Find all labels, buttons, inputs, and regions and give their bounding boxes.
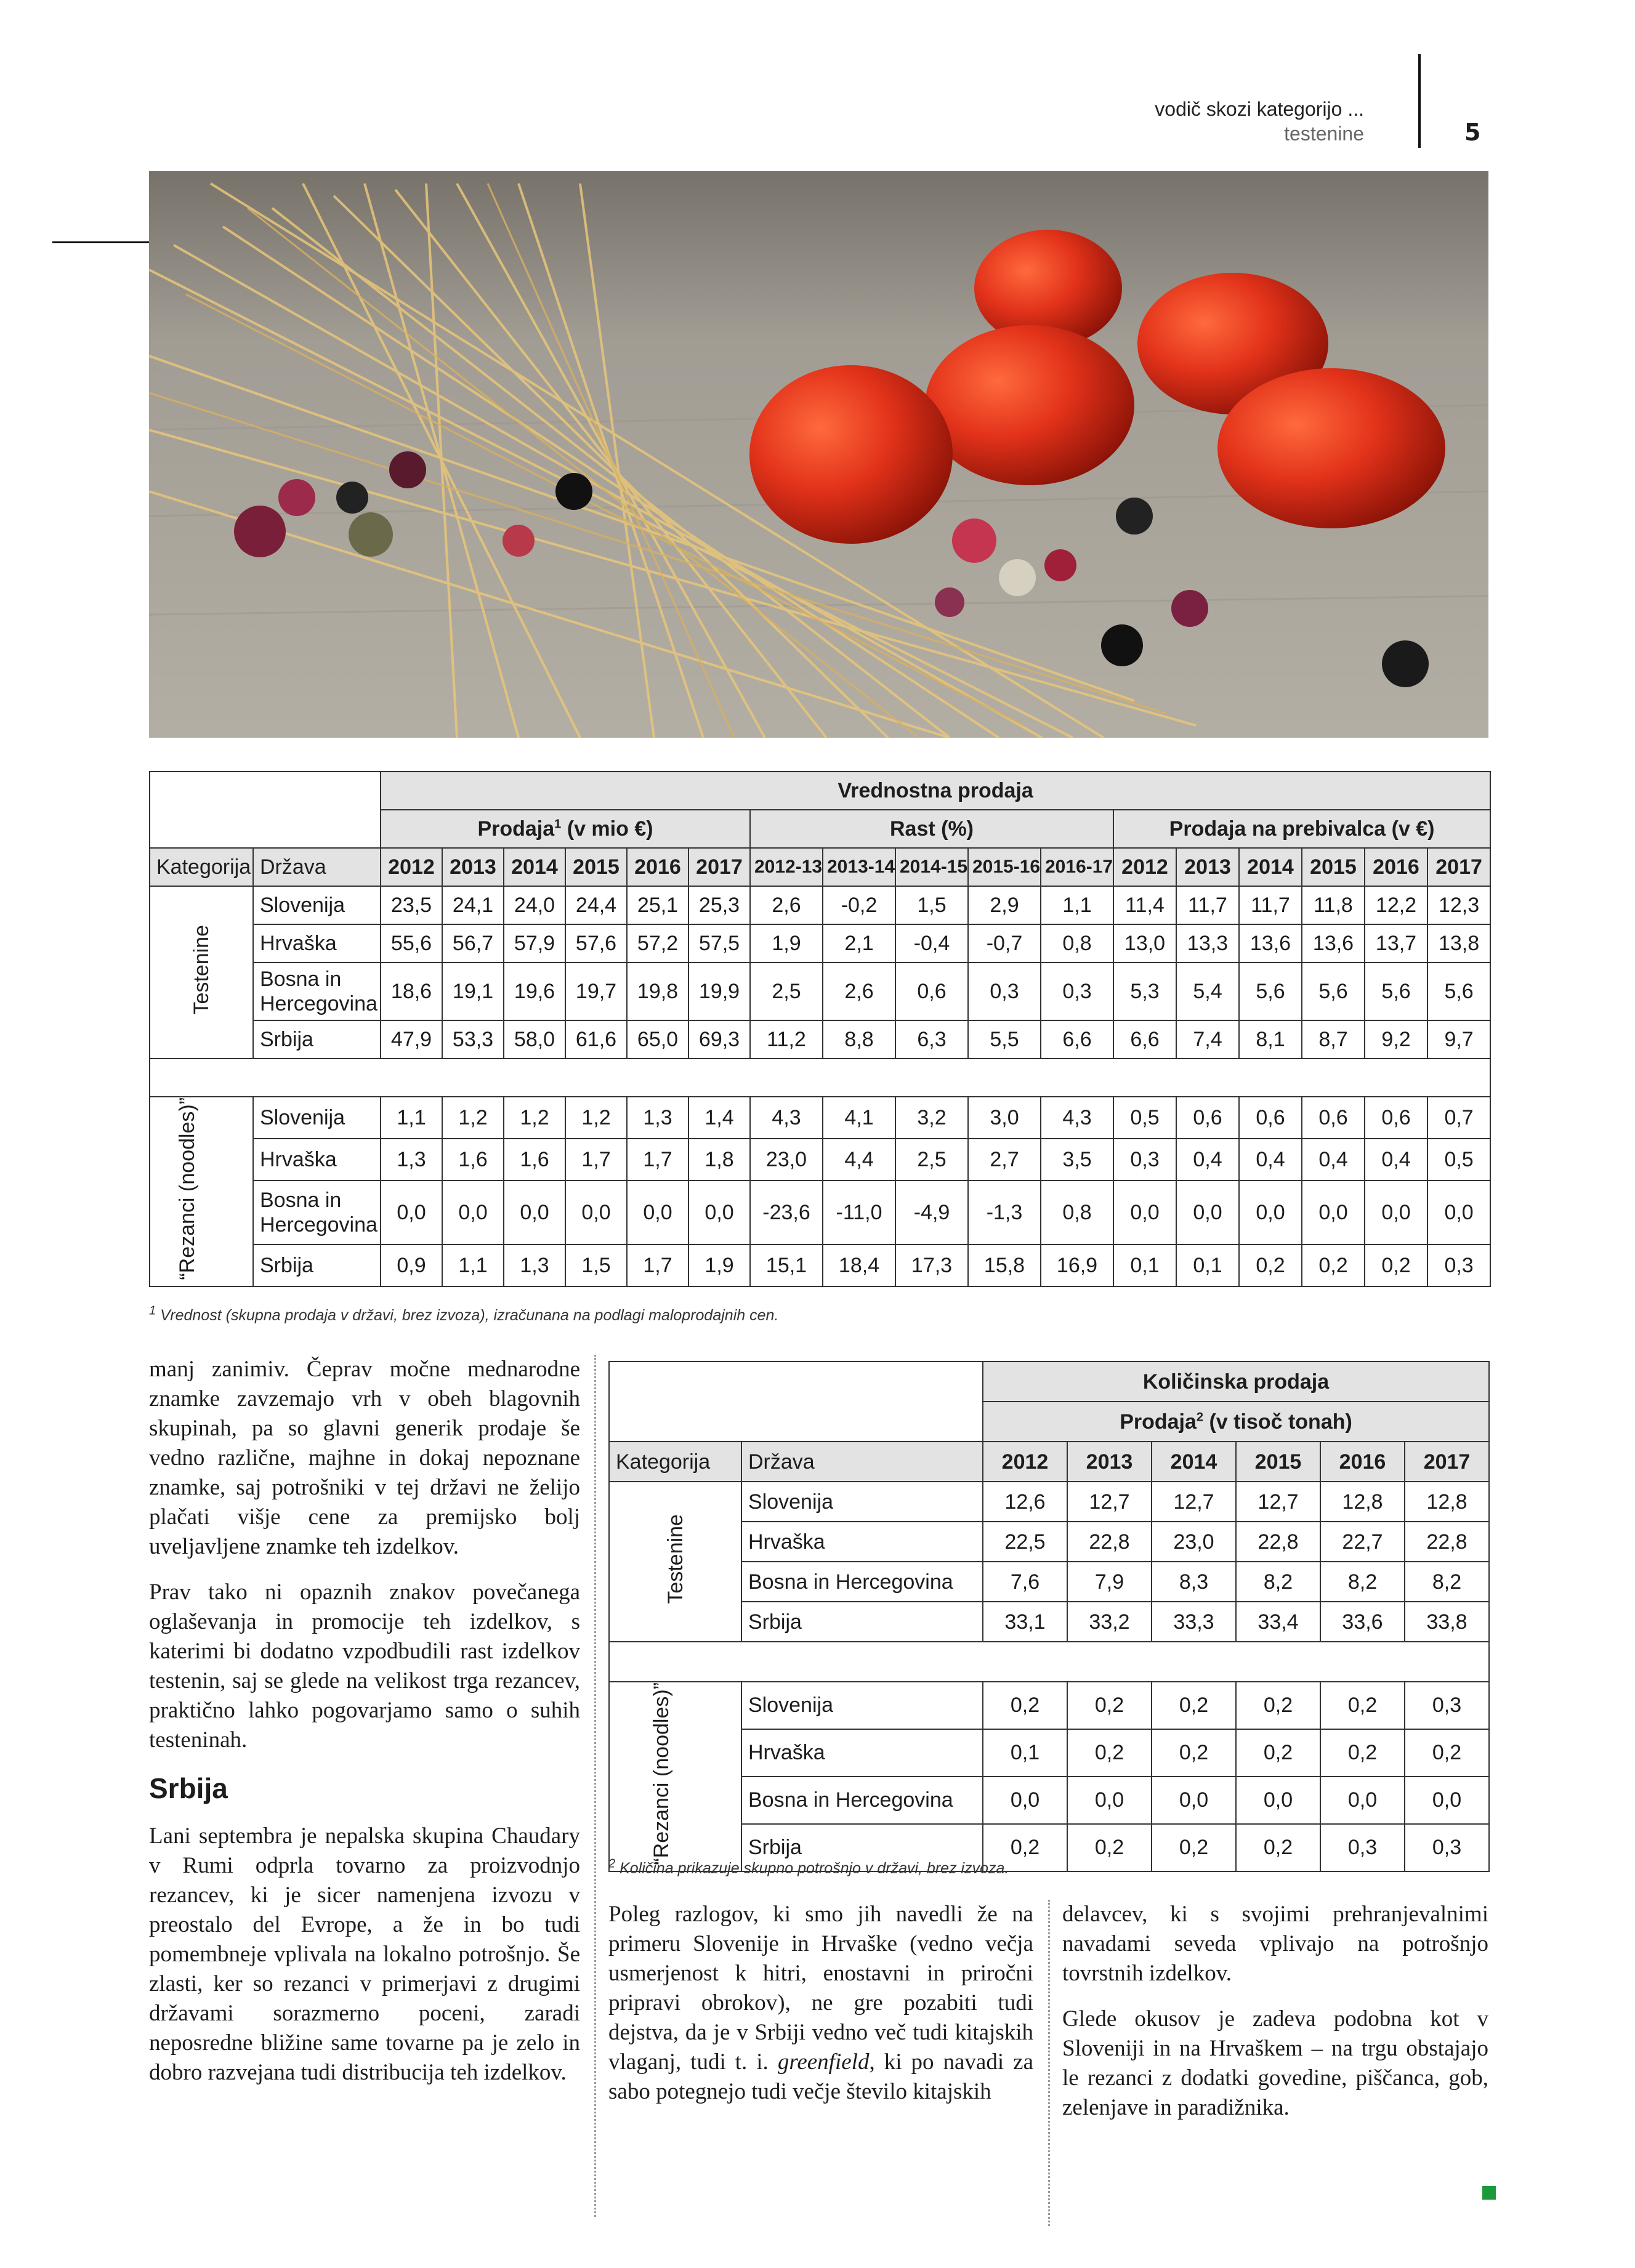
value-cell: 0,4 [1302,1139,1365,1180]
value-cell: 12,2 [1365,886,1427,924]
value-cell: 0,2 [983,1824,1067,1871]
table1-corner [150,772,381,848]
value-sales-table [149,771,1491,1287]
value-cell: 9,2 [1365,1020,1427,1059]
table1-year: 2014 [504,848,565,886]
value-cell: 0,0 [1365,1180,1427,1244]
value-cell: 5,4 [1176,962,1239,1020]
value-cell: 8,1 [1239,1020,1302,1059]
value-cell: 57,6 [565,924,627,962]
value-cell: 58,0 [504,1020,565,1059]
value-cell: -11,0 [823,1180,895,1244]
value-cell: 0,1 [1113,1245,1176,1286]
category-cell [609,1482,741,1642]
table-row [150,886,1490,924]
value-cell: 1,7 [565,1139,627,1180]
value-cell: 0,6 [1239,1097,1302,1139]
country-cell: Srbija [253,1245,381,1286]
value-cell: 0,0 [1320,1777,1405,1824]
table1-footnote-sup: 1 [149,1304,156,1318]
value-cell: 33,1 [983,1602,1067,1642]
country-cell: Hrvaška [253,1139,381,1180]
running-header-title: vodič skozi kategorijo ... [1155,98,1364,120]
value-cell: 0,2 [1236,1682,1320,1729]
value-cell: 19,6 [504,962,565,1020]
paragraph-text: Poleg razlogov, ki smo jih navedli že na primeru Slovenije in Hrvaške (vedno večja usmerjenost k hitri, enostavni in priročni pripravi obrokov), ne gre pozabiti tudi dejstva, da je v Srbiji vedno več tudi kitajskih vlaganj, tudi t. i. [608,1902,1033,2075]
value-cell: -0,4 [895,924,968,962]
value-cell: 33,2 [1067,1602,1152,1642]
value-cell: 0,0 [565,1180,627,1244]
value-cell: 2,1 [823,924,895,962]
value-cell: 1,7 [627,1245,688,1286]
value-cell: 0,0 [504,1180,565,1244]
value-cell: 0,0 [1176,1180,1239,1244]
value-cell: -1,3 [968,1180,1041,1244]
table-row [150,1245,1490,1286]
value-cell: 22,8 [1236,1522,1320,1562]
table2-year: 2016 [1320,1442,1405,1482]
value-cell: 22,8 [1405,1522,1489,1562]
table1-col-country: Država [253,848,381,886]
table-row [150,1180,1490,1244]
table2-col-category: Kategorija [609,1442,741,1482]
value-cell: 33,4 [1236,1602,1320,1642]
country-cell: Bosna in Hercegovina [741,1562,983,1602]
value-cell: 0,0 [1152,1777,1236,1824]
value-cell: 0,7 [1427,1097,1490,1139]
table-row [150,1020,1490,1059]
article-end-mark [1474,2186,1496,2200]
value-cell: 33,8 [1405,1602,1489,1642]
table2-year: 2013 [1067,1442,1152,1482]
table2-spacer [609,1642,1489,1682]
value-cell: 0,5 [1113,1097,1176,1139]
table2-footnote-sup: 2 [608,1857,616,1871]
value-cell: 23,5 [381,886,442,924]
table2-col-country: Država [741,1442,983,1482]
value-cell: 13,3 [1176,924,1239,962]
value-cell: 1,7 [627,1139,688,1180]
hero-photo-pasta-tomatoes [149,171,1488,738]
value-cell: 11,7 [1239,886,1302,924]
value-cell: 5,6 [1427,962,1490,1020]
value-cell: 57,5 [688,924,750,962]
value-cell: 0,9 [381,1245,442,1286]
value-cell: 18,6 [381,962,442,1020]
value-cell: 0,0 [983,1777,1067,1824]
table2-year: 2014 [1152,1442,1236,1482]
table2-year: 2015 [1236,1442,1320,1482]
value-cell: 1,8 [688,1139,750,1180]
value-cell: 1,9 [750,924,823,962]
value-cell: 19,8 [627,962,688,1020]
value-cell: 0,0 [1113,1180,1176,1244]
value-cell: 22,8 [1067,1522,1152,1562]
value-cell: 33,6 [1320,1602,1405,1642]
value-cell: 47,9 [381,1020,442,1059]
value-cell: 0,0 [627,1180,688,1244]
country-cell: Slovenija [741,1682,983,1729]
paragraph-emphasis: greenfield [777,2049,870,2075]
table-row [609,1482,1489,1522]
table2-sales-unit: (v tisoč tonah) [1203,1410,1352,1434]
table1-period: 2012-13 [750,848,823,886]
value-cell: 0,2 [1236,1824,1320,1871]
value-cell: 13,7 [1365,924,1427,962]
value-cell: -0,7 [968,924,1041,962]
value-cell: 0,2 [1239,1245,1302,1286]
value-cell: 1,3 [627,1097,688,1139]
value-cell: 0,1 [1176,1245,1239,1286]
value-cell: 0,3 [1041,962,1113,1020]
value-cell: 13,6 [1302,924,1365,962]
value-cell: 11,4 [1113,886,1176,924]
end-square-icon [1482,2186,1496,2200]
paragraph: Lani septembra je nepalska skupina Chaudary v Rumi odprla tovarno za proizvodnjo rezancev, ki je sicer namenjena izvozu v preostalo del Evrope, a že in bo tudi pomembneje vplivala na lokalno potrošnjo. Še zlasti, ker so rezanci v primerjavi z drugimi državami sorazmerno poceni, zaradi neposredne bližine same tovarne pa je zelo in dobro razvejana tudi distribucija teh izdelkov. [149,1823,580,2085]
table1-growth-header: Rast (%) [750,810,1113,848]
category-label: Testenine [663,1514,687,1604]
value-cell: 1,5 [895,886,968,924]
value-cell: 0,0 [1427,1180,1490,1244]
category-label: “Rezanci (noodles)” [649,1682,673,1865]
table1-year: 2017 [1427,848,1490,886]
country-cell: Srbija [741,1824,983,1871]
table1-percap-header: Prodaja na prebivalca (v €) [1113,810,1490,848]
table1-year: 2013 [442,848,504,886]
category-label: “Rezanci (noodles)” [176,1097,199,1280]
value-cell: 1,2 [442,1097,504,1139]
value-cell: 0,2 [1152,1729,1236,1777]
value-cell: 2,5 [895,1139,968,1180]
table1-footnote [149,1306,778,1325]
table-row [609,1682,1489,1729]
value-cell: 0,8 [1041,924,1113,962]
value-cell: 0,0 [1302,1180,1365,1244]
value-cell: 9,7 [1427,1020,1490,1059]
value-cell: 3,2 [895,1097,968,1139]
value-cell: 25,3 [688,886,750,924]
value-cell: 11,2 [750,1020,823,1059]
table2-year: 2012 [983,1442,1067,1482]
table-row [150,924,1490,962]
value-cell: 1,9 [688,1245,750,1286]
value-cell: 0,5 [1427,1139,1490,1180]
value-cell: 1,1 [1041,886,1113,924]
table1-sales-sup: 1 [554,817,562,831]
value-cell: 55,6 [381,924,442,962]
value-cell: 1,4 [688,1097,750,1139]
value-cell: -4,9 [895,1180,968,1244]
value-cell: 57,2 [627,924,688,962]
country-cell: Hrvaška [253,924,381,962]
value-cell: 0,2 [1302,1245,1365,1286]
value-cell: 1,2 [504,1097,565,1139]
value-cell: 15,8 [968,1245,1041,1286]
value-cell: 0,0 [688,1180,750,1244]
table1-year: 2013 [1176,848,1239,886]
hero-photo-illustration [149,171,1488,738]
value-cell: 24,4 [565,886,627,924]
running-header [933,97,1364,146]
value-cell: 0,2 [1320,1682,1405,1729]
value-cell: 0,6 [895,962,968,1020]
value-cell: 1,5 [565,1245,627,1286]
value-cell: 6,3 [895,1020,968,1059]
value-cell: 23,0 [750,1139,823,1180]
value-cell: 0,6 [1302,1097,1365,1139]
value-cell: -23,6 [750,1180,823,1244]
table1-period: 2016-17 [1041,848,1113,886]
volume-sales-table [608,1361,1490,1872]
value-cell: 3,5 [1041,1139,1113,1180]
table2-footnote [608,1858,1009,1878]
value-cell: 0,2 [1365,1245,1427,1286]
table1-period: 2014-15 [895,848,968,886]
paragraph [608,1900,1033,2107]
value-cell: 22,7 [1320,1522,1405,1562]
value-cell: 5,6 [1239,962,1302,1020]
value-cell: 8,2 [1320,1562,1405,1602]
value-cell: 1,3 [504,1245,565,1286]
value-cell: 12,7 [1236,1482,1320,1522]
header-divider [1418,54,1421,148]
value-cell: 0,4 [1239,1139,1302,1180]
table-row [150,1139,1490,1180]
value-cell: 57,9 [504,924,565,962]
country-cell: Slovenija [253,1097,381,1139]
value-cell: 61,6 [565,1020,627,1059]
table1-year: 2012 [381,848,442,886]
table1-col-category: Kategorija [150,848,253,886]
paragraph: delavcev, ki s svojimi prehranjevalnimi navadami seveda vplivajo na potrošnjo tovrstnih izdelkov. [1062,1902,1488,1986]
country-cell: Bosna in Hercegovina [253,1180,381,1244]
value-cell: 1,3 [381,1139,442,1180]
value-cell: 6,6 [1113,1020,1176,1059]
table-row [609,1729,1489,1777]
value-cell: 8,7 [1302,1020,1365,1059]
value-cell: 0,2 [1405,1729,1489,1777]
value-cell: 0,0 [442,1180,504,1244]
table-row [609,1562,1489,1602]
value-cell: 8,3 [1152,1562,1236,1602]
value-cell: 3,0 [968,1097,1041,1139]
value-cell: 19,9 [688,962,750,1020]
column-divider [1048,1900,1050,2226]
country-cell: Srbija [253,1020,381,1059]
value-cell: 33,3 [1152,1602,1236,1642]
value-cell: 65,0 [627,1020,688,1059]
value-cell: 0,2 [1067,1682,1152,1729]
value-cell: 69,3 [688,1020,750,1059]
value-cell: 2,6 [823,962,895,1020]
country-cell: Slovenija [741,1482,983,1522]
value-cell: 5,6 [1302,962,1365,1020]
value-cell: 0,0 [1239,1180,1302,1244]
value-cell: 0,3 [968,962,1041,1020]
value-cell: 24,1 [442,886,504,924]
table-row [150,962,1490,1020]
table1-sales-unit: (v mio €) [561,817,653,841]
page-number: 5 [1464,119,1481,146]
value-cell: 17,3 [895,1245,968,1286]
table1-period: 2013-14 [823,848,895,886]
value-cell: 0,3 [1427,1245,1490,1286]
section-heading: Srbija [149,1772,228,1804]
value-cell: 0,0 [381,1180,442,1244]
table2-corner [609,1362,983,1442]
value-cell: 0,0 [1236,1777,1320,1824]
table2-footnote-text: Količina prikazuje skupno potrošnjo v državi, brez izvoza. [615,1860,1009,1877]
category-cell [150,1097,253,1286]
table1-year: 2016 [627,848,688,886]
country-cell: Bosna in Hercegovina [741,1777,983,1824]
running-header-subtitle: testenine [1284,123,1364,145]
country-cell: Hrvaška [741,1729,983,1777]
text-column-2 [608,1900,1033,2123]
table2-sales-header [983,1402,1489,1442]
value-cell: 0,3 [1405,1682,1489,1729]
value-cell: 18,4 [823,1245,895,1286]
value-cell: 0,6 [1176,1097,1239,1139]
table1-year: 2015 [1302,848,1365,886]
value-cell: 0,3 [1320,1824,1405,1871]
text-column-3 [1062,1900,1488,2139]
value-cell: 7,6 [983,1562,1067,1602]
value-cell: 2,6 [750,886,823,924]
text-column-1 [149,1355,580,2104]
value-cell: 0,0 [1405,1777,1489,1824]
value-cell: 13,8 [1427,924,1490,962]
value-cell: 12,8 [1320,1482,1405,1522]
table1-footnote-text: Vrednost (skupna prodaja v državi, brez izvoza), izračunana na podlagi maloprodajnih cen. [156,1307,779,1324]
value-cell: 6,6 [1041,1020,1113,1059]
value-cell: 2,9 [968,886,1041,924]
value-cell: 2,7 [968,1139,1041,1180]
value-cell: 5,6 [1365,962,1427,1020]
value-cell: 19,7 [565,962,627,1020]
country-cell: Bosna in Hercegovina [253,962,381,1020]
table1-year: 2016 [1365,848,1427,886]
value-cell: 0,4 [1176,1139,1239,1180]
value-cell: 8,8 [823,1020,895,1059]
value-cell: 15,1 [750,1245,823,1286]
value-cell: 0,1 [983,1729,1067,1777]
value-cell: 1,1 [442,1245,504,1286]
value-cell: 56,7 [442,924,504,962]
value-cell: 4,1 [823,1097,895,1139]
table1-sales-label: Prodaja [477,817,555,841]
value-cell: 0,2 [1067,1824,1152,1871]
value-cell: 22,5 [983,1522,1067,1562]
value-cell: 13,0 [1113,924,1176,962]
table2-sales-label: Prodaja [1120,1410,1197,1434]
table1-year: 2017 [688,848,750,886]
value-cell: 0,8 [1041,1180,1113,1244]
table1-spacer [150,1059,1490,1097]
value-cell: 0,2 [1152,1824,1236,1871]
value-cell: 4,3 [1041,1097,1113,1139]
value-cell: 0,2 [1320,1729,1405,1777]
table1-year: 2015 [565,848,627,886]
value-cell: 7,9 [1067,1562,1152,1602]
table-row [609,1602,1489,1642]
value-cell: 1,6 [442,1139,504,1180]
value-cell: 12,8 [1405,1482,1489,1522]
value-cell: 7,4 [1176,1020,1239,1059]
column-divider [594,1355,596,2217]
value-cell: 5,5 [968,1020,1041,1059]
table-row [609,1522,1489,1562]
paragraph: Prav tako ni opaznih znakov povečanega oglaševanja in promocije teh izdelkov, s katerimi bi dodatno vzpodbudili rast izdelkov testenin, saj se glede na velikost trga rezancev, praktično lahko pogovarjamo samo o suhih testeninah. [149,1580,580,1753]
value-cell: 0,6 [1365,1097,1427,1139]
table-row [150,1097,1490,1139]
value-cell: 2,5 [750,962,823,1020]
value-cell: 13,6 [1239,924,1302,962]
value-cell: 0,2 [1236,1729,1320,1777]
value-cell: 4,3 [750,1097,823,1139]
value-cell: 1,2 [565,1097,627,1139]
table1-year: 2012 [1113,848,1176,886]
category-cell [609,1682,741,1871]
value-cell: 0,3 [1113,1139,1176,1180]
value-cell: 5,3 [1113,962,1176,1020]
value-cell: 12,7 [1067,1482,1152,1522]
value-cell: 0,3 [1405,1824,1489,1871]
table-row [609,1777,1489,1824]
table2-year: 2017 [1405,1442,1489,1482]
table2-sales-sup: 2 [1196,1410,1204,1424]
value-cell: 25,1 [627,886,688,924]
header-rule [52,241,151,243]
table1-period: 2015-16 [968,848,1041,886]
value-cell: 24,0 [504,886,565,924]
value-cell: 0,2 [1067,1729,1152,1777]
value-cell: 0,2 [1152,1682,1236,1729]
table1-group-title: Vrednostna prodaja [381,772,1490,810]
table1-year: 2014 [1239,848,1302,886]
category-cell [150,886,253,1059]
value-cell: 0,2 [983,1682,1067,1729]
category-label: Testenine [190,924,213,1015]
value-cell: 12,7 [1152,1482,1236,1522]
value-cell: 11,8 [1302,886,1365,924]
value-cell: 11,7 [1176,886,1239,924]
table2-group-title: Količinska prodaja [983,1362,1489,1402]
paragraph: manj zanimiv. Čeprav močne mednarodne znamke zavzemajo vrh v obeh blagovnih skupinah, pa so glavni generik prodaje še vedno različne, majhne in dokaj nepoznane znamke, saj potrošniki v tej državi ne želijo plačati višje cene za premijsko bolj uveljavljene znamke teh izdelkov. [149,1357,580,1559]
value-cell: 1,6 [504,1139,565,1180]
value-cell: 12,6 [983,1482,1067,1522]
value-cell: 8,2 [1236,1562,1320,1602]
value-cell: 0,0 [1067,1777,1152,1824]
value-cell: 53,3 [442,1020,504,1059]
value-cell: 8,2 [1405,1562,1489,1602]
value-cell: 23,0 [1152,1522,1236,1562]
country-cell: Hrvaška [741,1522,983,1562]
country-cell: Slovenija [253,886,381,924]
value-cell: 16,9 [1041,1245,1113,1286]
value-cell: 0,4 [1365,1139,1427,1180]
paragraph-text: , ki po navadi za sabo potegnejo tudi večje število kitajskih [608,2049,1033,2104]
country-cell: Srbija [741,1602,983,1642]
value-cell: 4,4 [823,1139,895,1180]
value-cell: -0,2 [823,886,895,924]
value-cell: 19,1 [442,962,504,1020]
paragraph: Glede okusov je zadeva podobna kot v Sloveniji in na Hrvaškem – na trgu obstajajo le rezanci z dodatki govedine, piščanca, gob, zelenjave in paradižnika. [1062,2006,1488,2120]
value-cell: 1,1 [381,1097,442,1139]
value-cell: 12,3 [1427,886,1490,924]
table1-sales-header [381,810,750,848]
